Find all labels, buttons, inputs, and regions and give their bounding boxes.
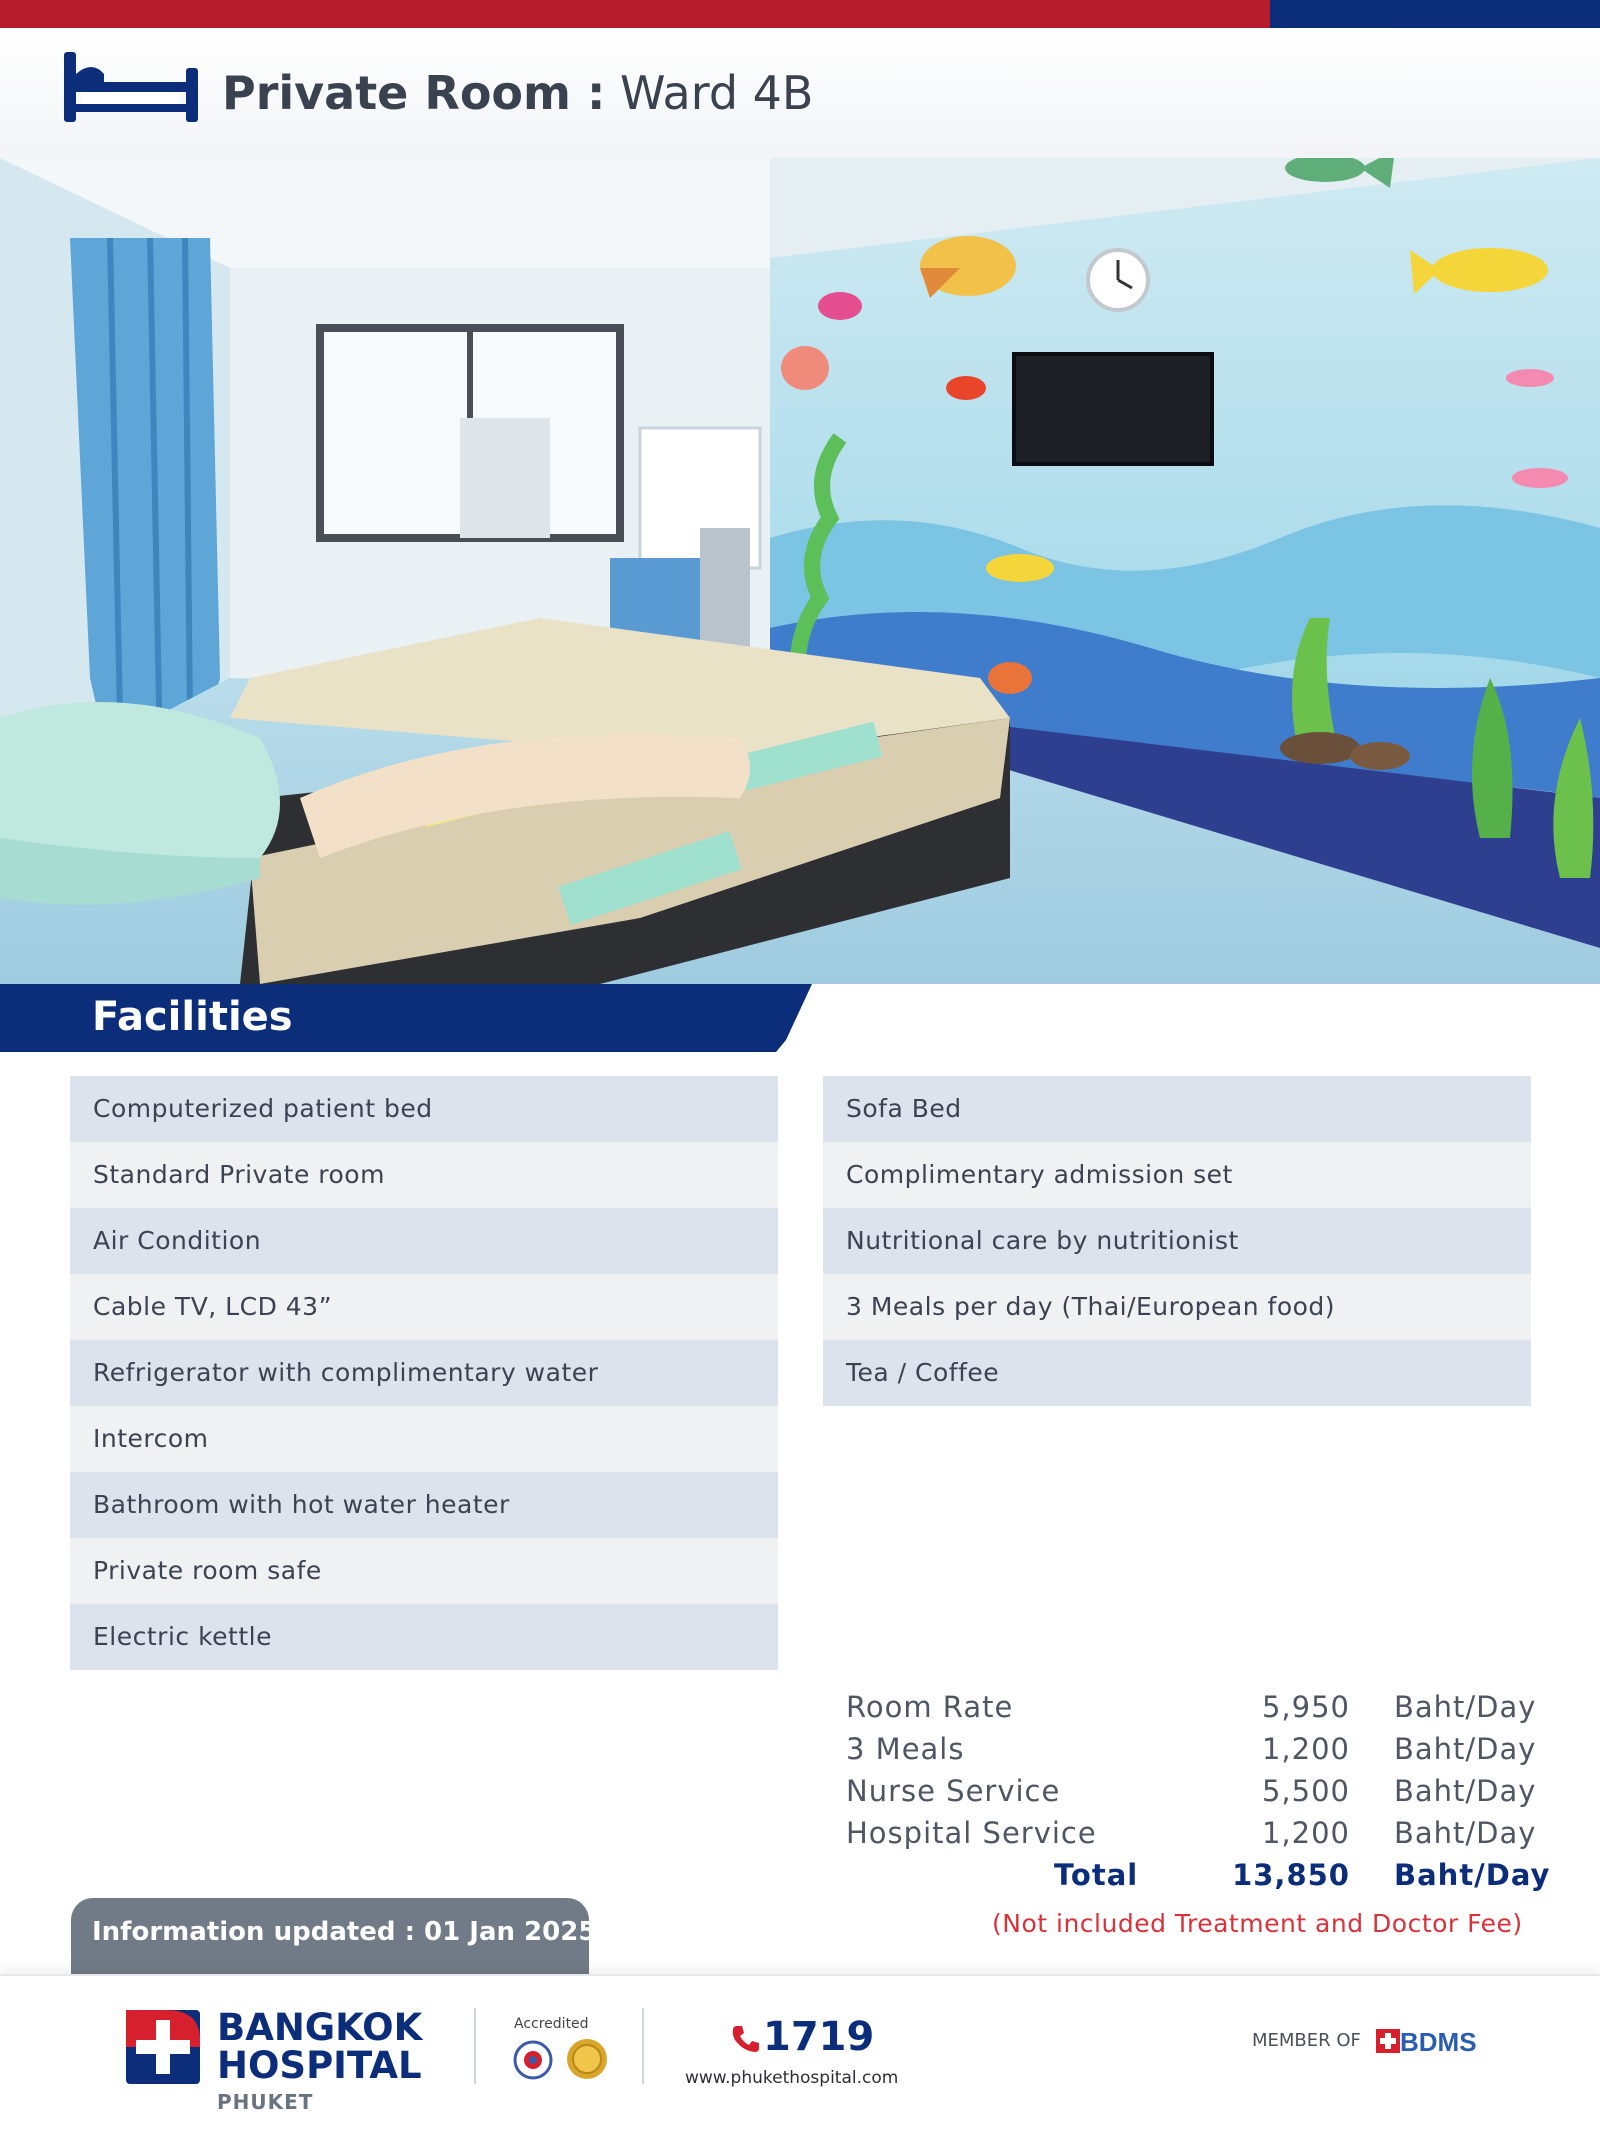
price-unit: Baht/Day [1394,1774,1537,1808]
total-label: Total [1054,1858,1139,1892]
price-label: Room Rate [846,1690,1014,1724]
facility-item: Complimentary admission set [823,1142,1531,1208]
member-of-label: MEMBER OF [1252,2030,1361,2051]
top-strip-red [0,0,1270,28]
price-table [846,1690,1551,1900]
facility-item: Air Condition [70,1208,778,1274]
price-row-hospital-service [846,1816,1546,1858]
brand-name-line2: HOSPITAL [217,2044,422,2087]
facility-item: Computerized patient bed [70,1076,778,1142]
title-room-type: Private Room : [222,66,606,120]
hotline-number[interactable]: 1719 [763,2014,875,2060]
page-footer [0,1974,1600,2133]
facility-item: Bathroom with hot water heater [70,1472,778,1538]
price-label: 3 Meals [846,1732,965,1766]
bangkok-hospital-logo-icon [126,2010,200,2084]
facility-item: Refrigerator with complimentary water [70,1340,778,1406]
price-amount: 5,500 [1261,1774,1350,1808]
facility-item: Tea / Coffee [823,1340,1531,1406]
title-ward: Ward 4B [620,66,814,120]
footer-divider [474,2008,476,2084]
price-row-meals [846,1732,1546,1774]
facility-item: Nutritional care by nutritionist [823,1208,1531,1274]
price-unit: Baht/Day [1394,1816,1537,1850]
facility-item: Cable TV, LCD 43” [70,1274,778,1340]
page-header [0,28,1600,158]
price-row-nurse-service [846,1774,1546,1816]
facility-item: Intercom [70,1406,778,1472]
price-note: (Not included Treatment and Doctor Fee) [992,1909,1523,1938]
total-unit: Baht/Day [1394,1858,1551,1892]
info-updated-badge: Information updated : 01 Jan 2025 [71,1898,589,1974]
price-unit: Baht/Day [1394,1732,1537,1766]
facilities-list-left [70,1076,778,1670]
total-amount: 13,850 [1232,1858,1350,1892]
facility-item: Private room safe [70,1538,778,1604]
website-link[interactable]: www.phukethospital.com [685,2068,899,2088]
facility-item: Electric kettle [70,1604,778,1670]
footer-divider [642,2008,644,2084]
bdms-logo-text: BDMS [1400,2027,1477,2056]
phone-icon [731,2024,761,2054]
facilities-title: Facilities [92,994,293,1040]
page-title [222,66,813,120]
room-photo [0,158,1600,984]
brand-name-line1: BANGKOK [217,2006,423,2049]
price-amount: 1,200 [1261,1732,1350,1766]
top-strip-blue [1270,0,1600,28]
bed-icon [64,52,198,122]
price-unit: Baht/Day [1394,1690,1537,1724]
facility-item: Sofa Bed [823,1076,1531,1142]
price-row-total [846,1858,1551,1900]
price-label: Hospital Service [846,1816,1097,1850]
accredited-label: Accredited [514,2016,589,2032]
price-amount: 5,950 [1261,1690,1350,1724]
bdms-logo-icon [1376,2026,1492,2056]
top-color-strip [0,0,1600,28]
facility-item: 3 Meals per day (Thai/European food) [823,1274,1531,1340]
facilities-list-right [823,1076,1531,1406]
facility-item: Standard Private room [70,1142,778,1208]
price-row-room-rate [846,1690,1546,1732]
jci-gold-seal-icon [566,2038,608,2080]
price-amount: 1,200 [1261,1816,1350,1850]
brand-city: PHUKET [217,2090,314,2114]
accreditation-seal-icon [513,2040,553,2080]
price-label: Nurse Service [846,1774,1061,1808]
facilities-banner [0,984,812,1052]
room-illustration [0,158,1600,984]
